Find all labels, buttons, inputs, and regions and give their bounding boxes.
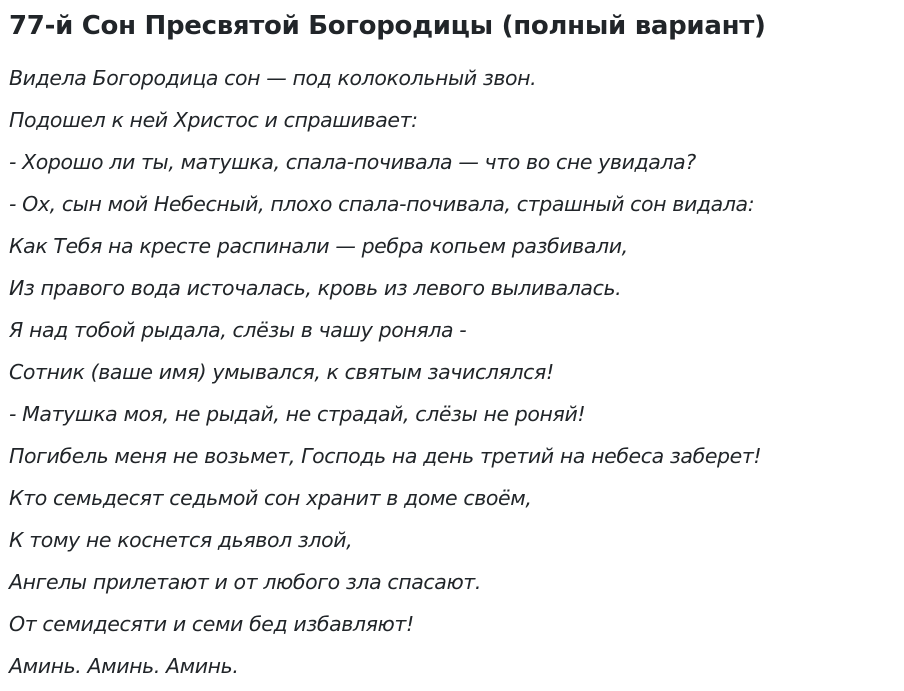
prayer-line: Я над тобой рыдала, слёзы в чашу роняла - [9,318,467,342]
prayer-line: Подошел к ней Христос и спрашивает: [9,108,418,132]
prayer-line: Как Тебя на кресте распинали — ребра копьем разбивали, [9,234,628,258]
prayer-line: Видела Богородица сон — под колокольный звон. [9,66,537,90]
prayer-line: Аминь. Аминь. Аминь. [9,654,239,678]
prayer-line: От семидесяти и семи бед избавляют! [9,612,414,636]
prayer-line: Из правого вода источалась, кровь из левого выливалась. [9,276,622,300]
prayer-line: Погибель меня не возьмет, Господь на день третий на небеса заберет! [9,444,762,468]
prayer-text [9,57,904,687]
prayer-line: - Матушка моя, не рыдай, не страдай, слёзы не роняй! [9,402,586,426]
prayer-line: Сотник (ваше имя) умывался, к святым зачислялся! [9,360,554,384]
prayer-line: - Хорошо ли ты, матушка, спала-почивала — что во сне увидала? [9,150,696,174]
prayer-line: - Ох, сын мой Небесный, плохо спала-почивала, страшный сон видала: [9,192,755,216]
prayer-line: Кто семьдесят седьмой сон хранит в доме своём, [9,486,532,510]
prayer-line: К тому не коснется дьявол злой, [9,528,353,552]
prayer-line: Ангелы прилетают и от любого зла спасают. [9,570,481,594]
article-title: 77-й Сон Пресвятой Богородицы (полный вариант) [9,11,766,41]
